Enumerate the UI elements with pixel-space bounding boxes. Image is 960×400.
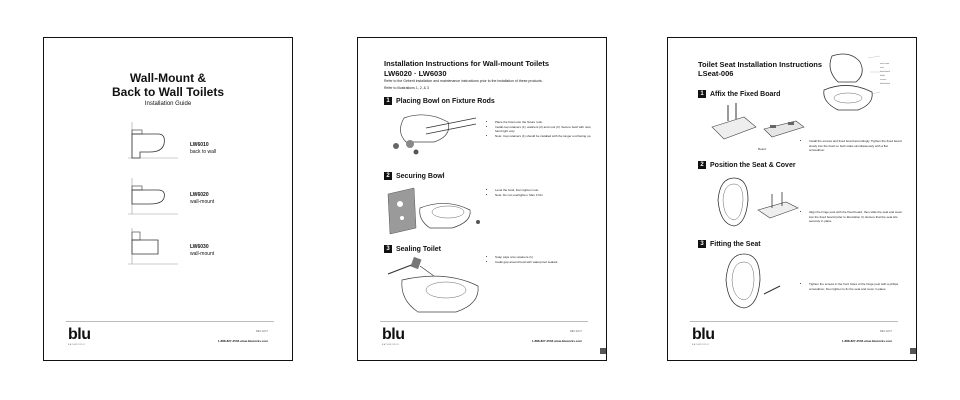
step-3-notes: • Tighten the screws in the front holes of the hinge post with a philips screwdriver, then tighten to fix the seat and cover in place.: [804, 282, 904, 291]
seat-exploded-diagram: [818, 52, 882, 118]
step-2-notes: • Align the hinge post with the fixed board, then slide the seat and cover into the fixed board (refer to illustration 3). Ensure that the seat sits securely in place.: [804, 210, 904, 224]
step-1-notes: • Place the bowl onto the fixture rods. • Install cap retainers (1), washers (2) and nuts (3). Secure bowl with nuts, hand tight only. • Note: Cap retainers (1) should be installed with the longer end facing up.: [490, 120, 595, 138]
fixed-board-illustration: [708, 103, 808, 153]
model-lw6030: LW6030 wall-mount: [190, 244, 215, 257]
securing-bowl-illustration: [386, 184, 482, 240]
page-marker: [600, 348, 606, 354]
page-title: Toilet Seat Installation Instructions LSeat-006: [698, 60, 823, 78]
logo-tagline: BATHWORKS: [692, 344, 710, 346]
step-label: Securing Bowl: [396, 172, 445, 180]
step-number: 2: [698, 161, 706, 169]
footer-divider: [380, 321, 588, 322]
contact-info: 1-888-827-2536 www.bluworks.com: [217, 339, 268, 343]
footer-divider: [66, 321, 274, 322]
seat-instructions-page: [667, 37, 917, 361]
fixture-rods-illustration: [386, 108, 482, 158]
doc-code: REV 02/17: [569, 330, 582, 333]
step-2-notes: • Level the bowl, then tighten nuts. • Note: Do not overtighten. Max 3 Nm: [490, 188, 595, 197]
blu-logo: blu: [68, 326, 91, 343]
step-1-heading: [698, 90, 780, 98]
step-number: 1: [698, 90, 706, 98]
step-number: 2: [384, 172, 392, 180]
doc-code: REV 02/17: [255, 330, 268, 333]
step-2-heading: [384, 172, 445, 180]
blu-logo: blu: [382, 326, 405, 343]
doc-code: REV 02/17: [879, 330, 892, 333]
model-lw6010: LW6010 back to wall: [190, 142, 217, 155]
lw6020-illustration: [128, 176, 178, 216]
step-1-heading: [384, 97, 495, 105]
cover-page: [43, 37, 293, 361]
lw6010-illustration: [128, 120, 178, 160]
seat-cover-illustration: [712, 174, 802, 234]
step-number: 3: [698, 240, 706, 248]
sealing-toilet-illustration: [386, 256, 486, 318]
page-title: Installation Instructions for Wall-mount Toilets: [384, 59, 549, 68]
step-label: Placing Bowl on Fixture Rods: [396, 97, 495, 105]
step-1-notes: • Install the screws and fixed board accordingly. Tighten the fixed board slowly into the bowl on both sides simultaneously with a flat screwdriver.: [804, 139, 904, 153]
step-number: 3: [384, 245, 392, 253]
model-lw6020: LW6020 wall-mount: [190, 192, 215, 205]
page-models: LW6020 · LW6030: [384, 69, 447, 78]
contact-info: 1-888-827-2536 www.bluworks.com: [841, 339, 892, 343]
step-3-notes: • Snap caps onto retainers (1) • Caulk gap around bowl with waterproof sealant.: [490, 255, 595, 264]
cover-title: Wall-Mount & Back to Wall Toilets: [111, 71, 225, 99]
cover-subtitle: Installation Guide: [144, 101, 192, 107]
lw6030-illustration: [128, 226, 178, 266]
logo-tagline: BATHWORKS: [68, 344, 86, 346]
step-3-heading: [384, 245, 441, 253]
step-label: Sealing Toilet: [396, 245, 441, 253]
page-marker: [910, 348, 916, 354]
blu-logo: blu: [692, 326, 715, 343]
board-label: Board: [758, 147, 767, 151]
fitting-seat-illustration: [718, 250, 788, 312]
intro-text: Refer to the Geberit installation and maintenance instructions prior to the installation of these products. Refer to illustrations 1, 2, & 3: [384, 79, 543, 90]
step-label: Affix the Fixed Board: [710, 90, 781, 98]
step-2-heading: [698, 161, 796, 169]
step-number: 1: [384, 97, 392, 105]
step-label: Fitting the Seat: [710, 240, 761, 248]
step-3-heading: [698, 240, 761, 248]
footer-divider: [690, 321, 898, 322]
contact-info: 1-888-827-2536 www.bluworks.com: [531, 339, 582, 343]
step-label: Position the Seat & Cover: [710, 161, 796, 169]
diagram-callouts: seat cover seat fixed board buffer screws fixed board: [880, 63, 890, 85]
logo-tagline: BATHWORKS: [382, 344, 400, 346]
wall-mount-instructions-page: [357, 37, 607, 361]
